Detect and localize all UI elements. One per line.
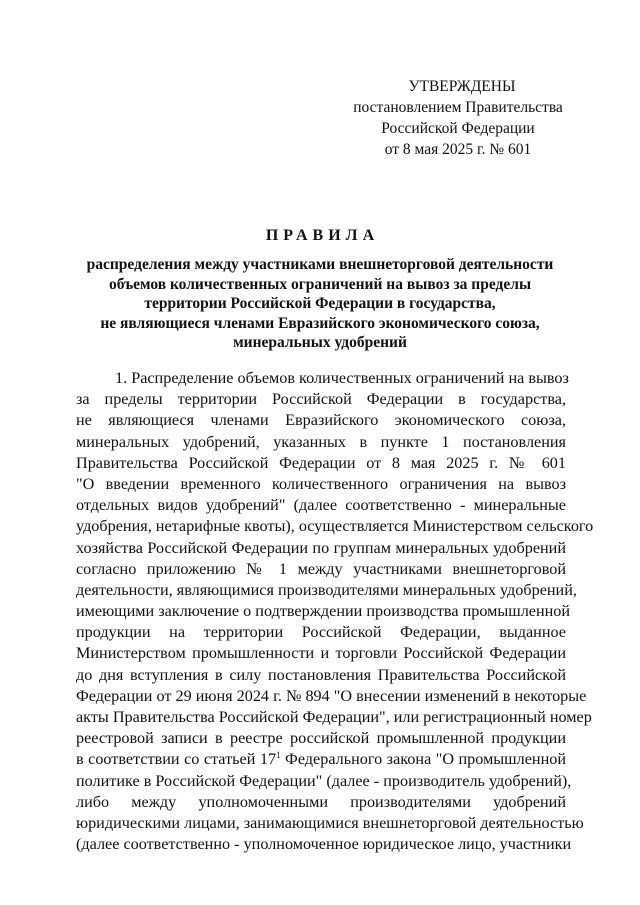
body-line-with-footnote	[76, 749, 566, 770]
body-line: за пределы территории Российской Федерации в государства,	[76, 390, 566, 409]
body-paragraph	[76, 368, 594, 855]
subtitle-line: территории Российской Федерации в государства,	[144, 295, 496, 312]
body-line: минеральных удобрений, указанных в пункте 1 постановления	[76, 432, 566, 451]
body-line-part: Федерального закона "О промышленной	[280, 750, 566, 769]
superscript-ref: 1	[276, 750, 281, 761]
approval-stamp	[340, 76, 576, 160]
document-title: ПРАВИЛА	[265, 227, 380, 244]
body-line: хозяйства Российской Федерации по группам минеральных удобрений	[76, 538, 566, 557]
body-line: акты Правительства Российской Федерации", или регистрационный номер	[76, 708, 592, 726]
subtitle-line: минеральных удобрений	[233, 334, 407, 351]
body-line: отдельных видов удобрений" (далее соответственно - минеральные	[76, 496, 566, 515]
approval-line-2: Российской Федерации	[381, 120, 535, 137]
body-line: политике в Российской Федерации" (далее - производитель удобрений),	[76, 771, 572, 790]
subtitle-line: распределения между участниками внешнеторговой деятельности	[86, 256, 554, 273]
body-line: согласно приложению № 1 между участниками внешнеторговой	[76, 559, 566, 578]
document-title-block	[70, 226, 570, 353]
body-line: имеющими заключение о подтверждении производства промышленной	[76, 602, 571, 621]
body-line: либо между уполномоченными производителями удобрений	[76, 792, 566, 811]
approval-heading: УТВЕРЖДЕНЫ	[408, 78, 516, 95]
body-line: удобрения, нетарифные квоты), осуществляется Министерством сельского	[76, 517, 594, 536]
body-line: продукции на территории Российской Федерации, выданное	[76, 623, 566, 642]
subtitle-line: не являющиеся членами Евразийского экономического союза,	[100, 314, 540, 332]
subtitle-line: объемов количественных ограничений на вывоз за пределы	[108, 275, 532, 293]
body-line: до дня вступления в силу постановления Правительства Российской	[76, 665, 566, 684]
approval-line-1: постановлением Правительства	[353, 99, 563, 116]
body-line: (далее соответственно - уполномоченное юридическое лицо, участники	[76, 835, 572, 854]
body-line: не являющиеся членами Евразийского экономического союза,	[76, 411, 566, 430]
body-line: 1. Распределение объемов количественных ограничений на вывоз	[115, 369, 569, 387]
approval-line-3: от 8 мая 2025 г. № 601	[384, 141, 532, 158]
body-line: "О введении временного количественного ограничения на вывоз	[76, 474, 566, 493]
body-line: реестровой записи в реестре российской промышленной продукции	[76, 729, 566, 748]
body-line: Федерации от 29 июня 2024 г. № 894 "О внесении изменений в некоторые	[76, 686, 587, 705]
body-line: деятельности, являющимися производителями минеральных удобрений,	[76, 580, 577, 599]
body-line-part: в соответствии со статьей 17	[76, 750, 277, 769]
body-line: юридическими лицами, занимающимися внешнеторговой деятельностью	[76, 813, 584, 832]
body-line: Министерством промышленности и торговли Российской Федерации	[76, 644, 566, 663]
body-line: Правительства Российской Федерации от 8 мая 2025 г. № 601	[76, 453, 566, 472]
